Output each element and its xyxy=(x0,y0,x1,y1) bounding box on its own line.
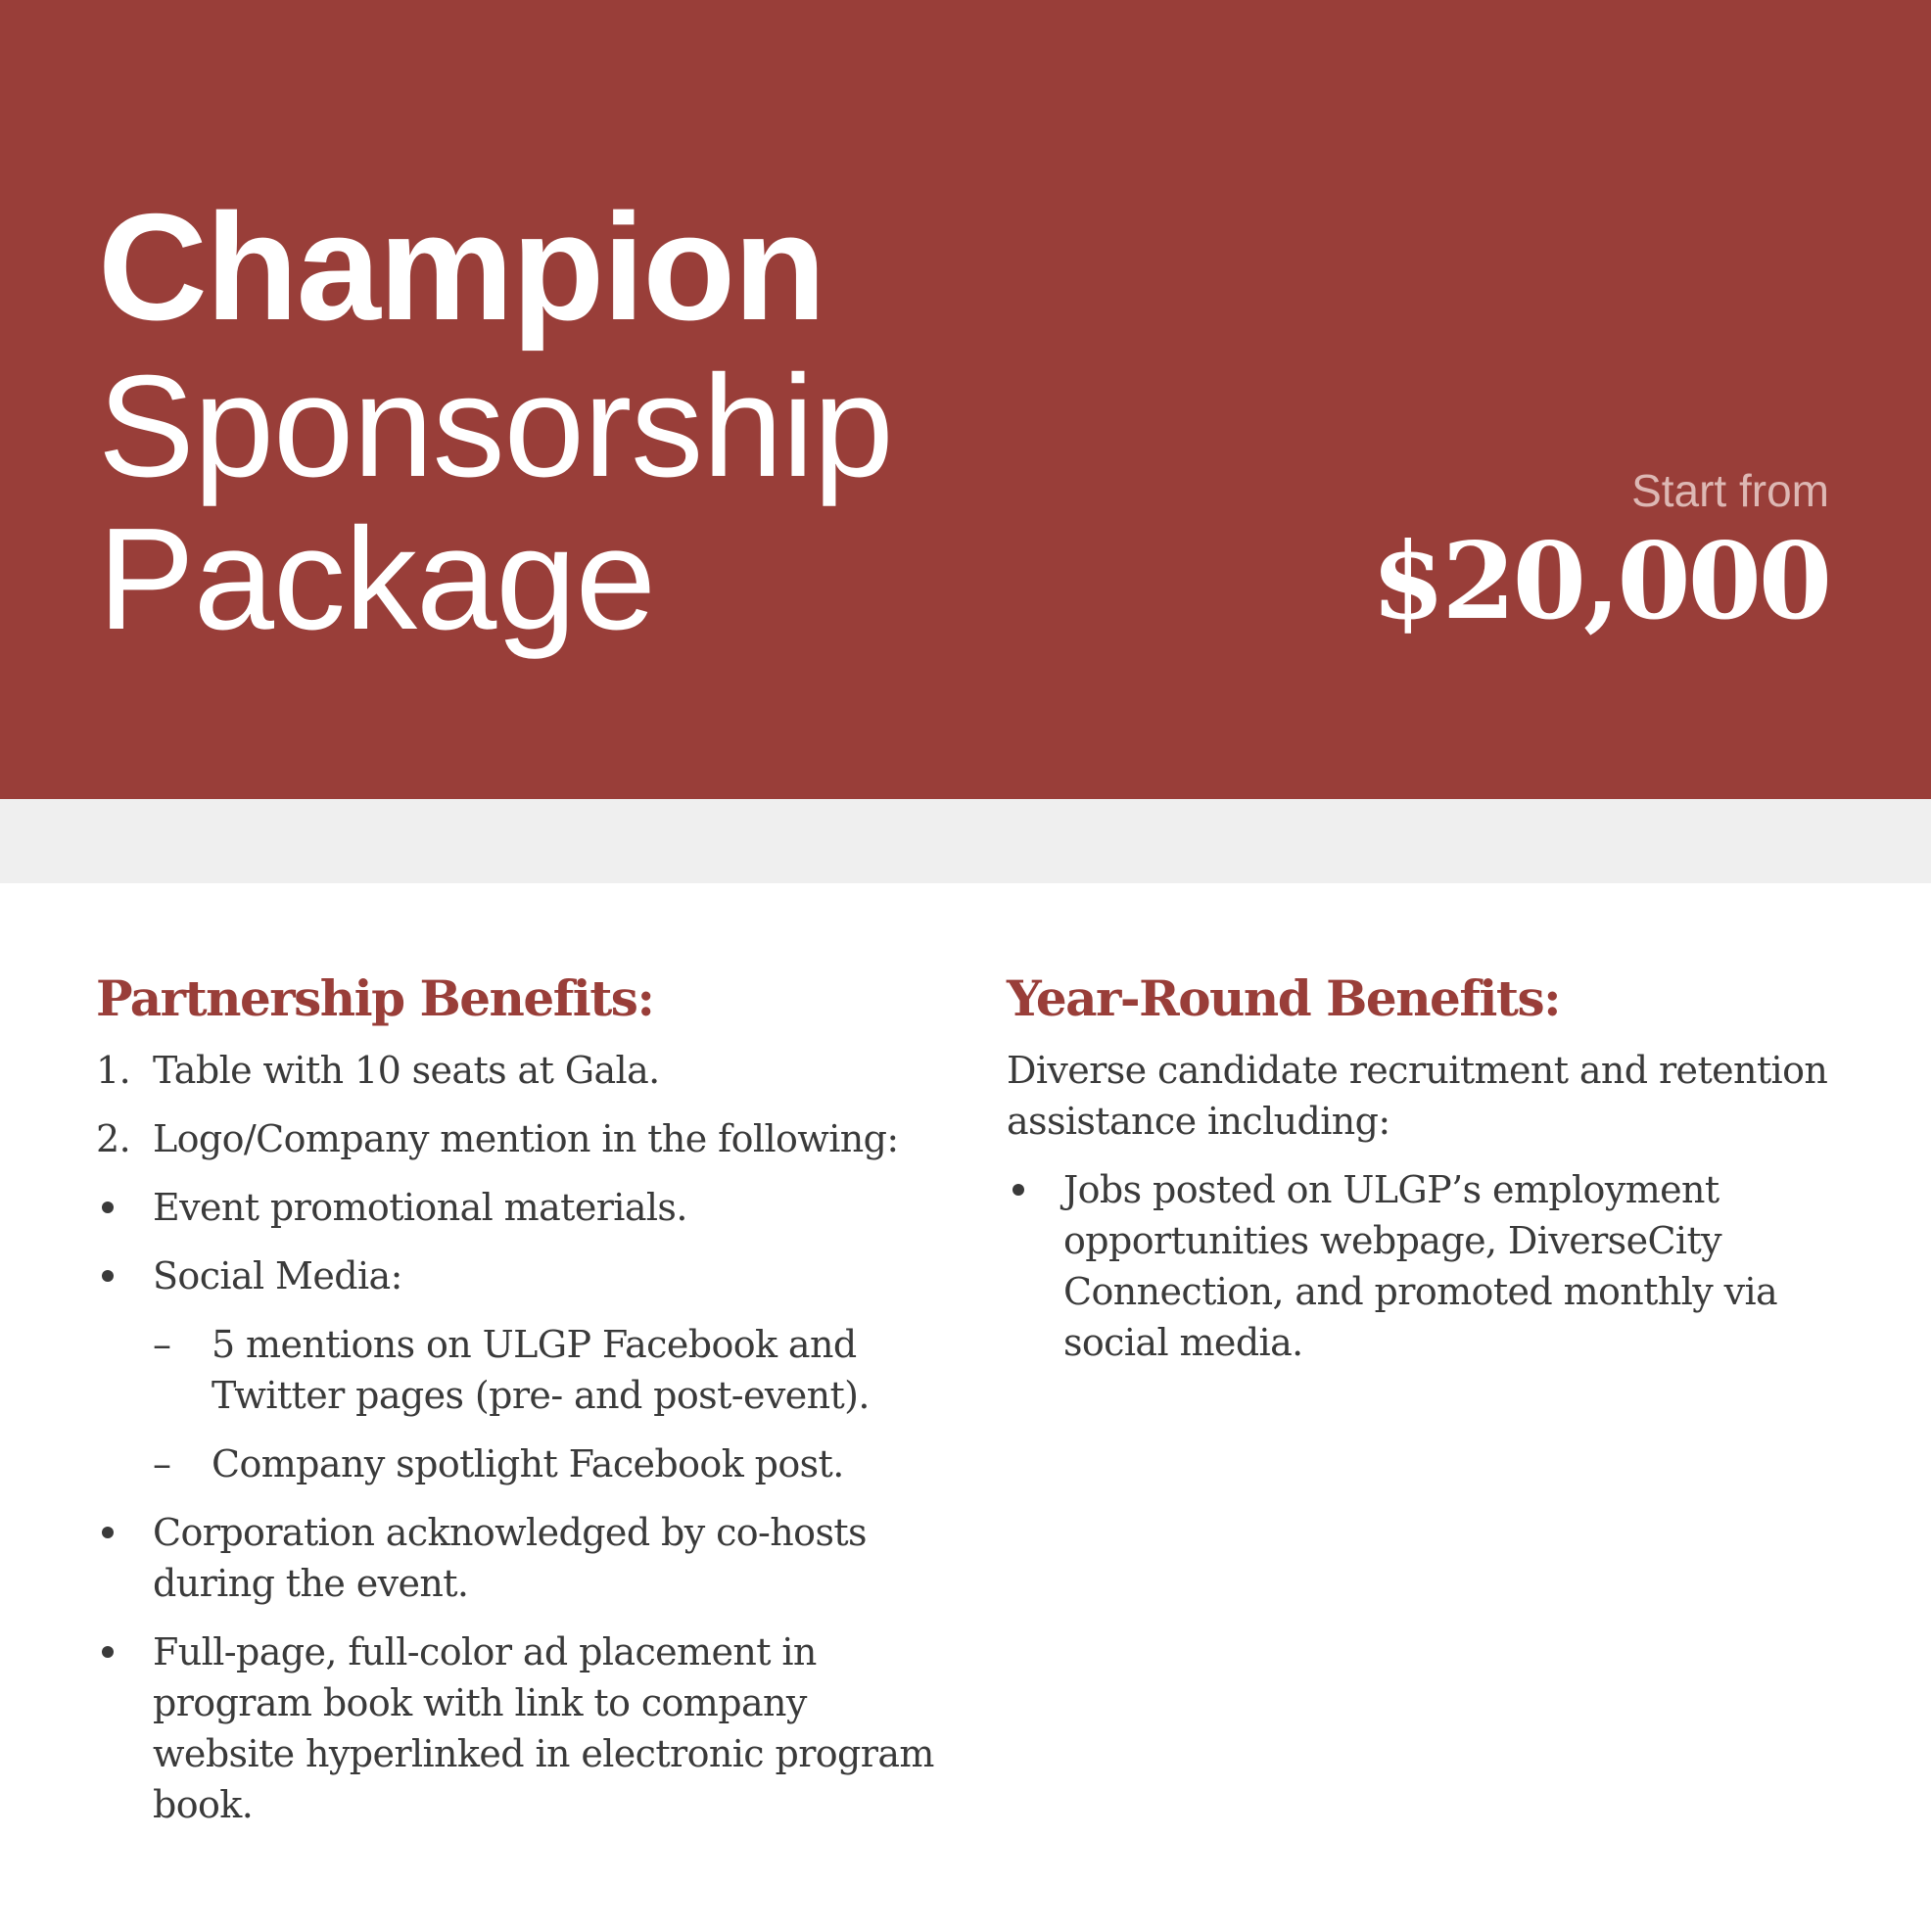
list-subitem xyxy=(96,1438,938,1489)
list-number: 2. xyxy=(96,1117,131,1160)
list-item xyxy=(96,1182,938,1233)
bullet-icon xyxy=(102,1202,114,1213)
list-item-text: Corporation acknowledged by co-hosts during the event. xyxy=(153,1511,867,1605)
list-item xyxy=(96,1507,938,1609)
list-item-text: Company spotlight Facebook post. xyxy=(212,1442,844,1485)
list-item-text: Jobs posted on ULGP’s employment opportunities webpage, DiverseCity Connection, and promoted monthly via social media. xyxy=(1063,1168,1778,1364)
dash-marker: – xyxy=(153,1323,171,1366)
year-round-benefits-heading: Year-Round Benefits: xyxy=(1007,969,1561,1027)
divider-band xyxy=(0,799,1931,883)
list-item-text: Social Media: xyxy=(153,1254,402,1297)
list-item-text: Logo/Company mention in the following: xyxy=(153,1117,899,1160)
package-title-sponsorship: Sponsorship xyxy=(98,346,893,507)
list-item xyxy=(96,1045,938,1096)
header-banner xyxy=(0,0,1931,799)
price-value: $20,000 xyxy=(1371,520,1829,643)
list-item-text: Table with 10 seats at Gala. xyxy=(153,1049,660,1092)
list-item xyxy=(96,1113,938,1164)
bullet-icon xyxy=(102,1270,114,1282)
list-item xyxy=(96,1626,938,1830)
list-item-text: Full-page, full-color ad placement in program book with link to company website hyperlinked in electronic program book. xyxy=(153,1630,934,1826)
list-item-text: 5 mentions on ULGP Facebook and Twitter pages (pre- and post-event). xyxy=(212,1323,870,1417)
partnership-benefits-heading: Partnership Benefits: xyxy=(96,969,654,1027)
year-round-benefits-section xyxy=(1007,969,1849,1386)
package-title-package: Package xyxy=(98,498,655,660)
year-round-intro: Diverse candidate recruitment and retention assistance including: xyxy=(1007,1049,1828,1143)
list-item xyxy=(96,1250,938,1301)
list-item-text: Event promotional materials. xyxy=(153,1186,687,1229)
price-caption: Start from xyxy=(1631,465,1829,516)
dash-marker: – xyxy=(153,1442,171,1485)
bullet-icon xyxy=(102,1527,114,1538)
list-number: 1. xyxy=(96,1049,131,1092)
bullet-icon xyxy=(1013,1184,1024,1196)
list-item xyxy=(1007,1164,1849,1368)
bullet-icon xyxy=(102,1646,114,1658)
package-title-tier: Champion xyxy=(98,182,824,352)
list-subitem xyxy=(96,1319,938,1421)
partnership-benefits-section xyxy=(96,969,938,1848)
